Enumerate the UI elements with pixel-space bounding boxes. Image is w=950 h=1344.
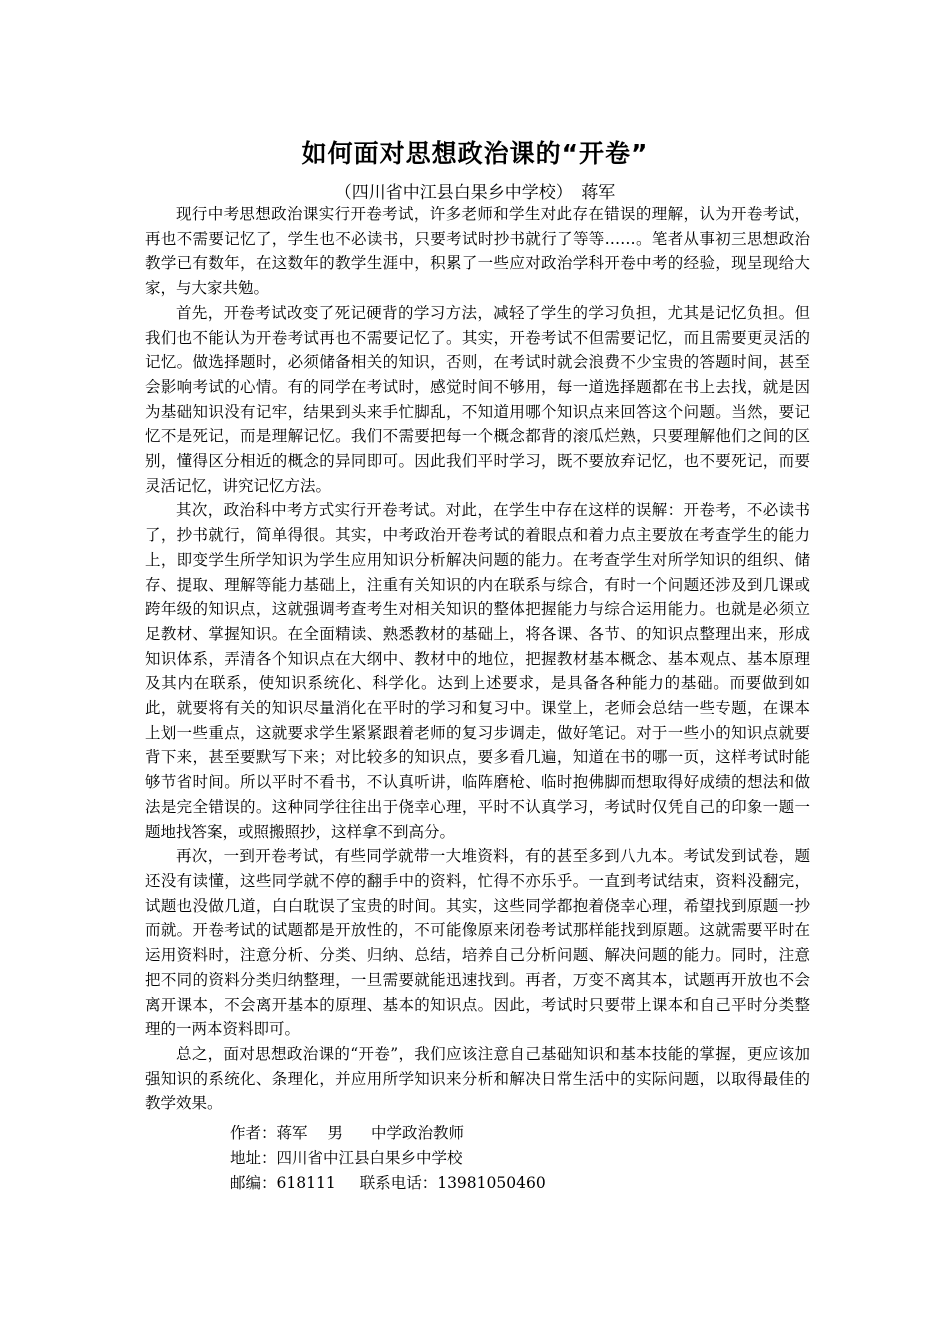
address-label: 地址： [230, 1149, 277, 1167]
address-row [230, 1146, 810, 1171]
author-position: 中学政治教师 [371, 1124, 465, 1142]
paragraph-first: 首先，开卷考试改变了死记硬背的学习方法，减轻了学生的学习负担，尤其是记忆负担。但我们也不能认为开卷考试再也不需要记忆了。其实，开卷考试不但需要记忆，而且需要更灵活的记忆。做选择题时，必须储备相关的知识，否则，在考试时就会浪费不少宝贵的答题时间，甚至会影响考试的心情。有的同学在考试时，感觉时间不够用，每一道选择题都在书上去找，就是因为基础知识没有记牢，结果到头来手忙脚乱，不知道用哪个知识点来回答这个问题。当然，要记忆不是死记，而是理解记忆。我们不需要把每一个概念都背的滚瓜烂熟，只要理解他们之间的区别，懂得区分相近的概念的异同即可。因此我们平时学习，既不要放弃记忆，也不要死记，而要灵活记忆，讲究记忆方法。 [145, 303, 810, 495]
author-row [230, 1121, 810, 1146]
phone-label: 联系电话： [359, 1174, 438, 1192]
author-name: 蒋军 [276, 1124, 308, 1142]
paragraph-second: 其次，政治科中考方式实行开卷考试。对此，在学生中存在这样的误解：开卷考，不必读书了，抄书就行，简单得很。其实，中考政治开卷考试的着眼点和着力点主要放在考查学生的能力上，即变学生所学知识为学生应用知识分析解决问题的能力。在考查学生对所学知识的组织、储存、提取、理解等能力基础上，注重有关知识的内在联系与综合，有时一个问题还涉及到几课或跨年级的知识点，这就强调考查考生对相关知识的整体把握能力与综合运用能力。也就是必须立足教材、掌握知识。在全面精读、熟悉教材的基础上，将各课、各节、的知识点整理出来，形成知识体系，弄清各个知识点在大纲中、教材中的地位，把握教材基本概念、基本观点、基本原理及其内在联系，使知识系统化、科学化。达到上述要求，是具备各种能力的基础。而要做到如此，就要将有关的知识尽量消化在平时的学习和复习中。课堂上，老师会总结一些专题，在课本上划一些重点，这就要求学生紧紧跟着老师的复习步调走，做好笔记。对于一些小的知识点就要背下来，甚至要默写下来；对比较多的知识点，要多看几遍，知道在书的哪一页，这样考试时能够节省时间。所以平时不看书，不认真听讲，临阵磨枪、临时抱佛脚而想取得好成绩的想法和做法是完全错误的。这种同学往往出于侥幸心理，平时不认真学习，考试时仅凭自己的印象一题一题地找答案，或照搬照抄，这样拿不到高分。 [145, 501, 810, 841]
author-label: 作者： [230, 1124, 277, 1142]
paragraph-third: 再次，一到开卷考试，有些同学就带一大堆资料，有的甚至多到八九本。考试发到试卷，题还没有读懂，这些同学就不停的翻手中的资料，忙得不亦乐乎。一直到考试结束，资料没翻完，试题也没做几道，白白耽误了宝贵的时间。其实，这些同学都抱着侥幸心理，希望找到原题一抄而就。开卷考试的试题都是开放性的，不可能像原来闭卷考试那样能找到原题。这就需要平时在运用资料时，注意分析、分类、归纳、总结，培养自己分析问题、解决问题的能力。同时，注意把不同的资料分类归纳整理，一旦需要就能迅速找到。再者，万变不离其本，试题再开放也不会离开课本，不会离开基本的原理、基本的知识点。因此，考试时只要带上课本和自己平时分类整理的一两本资料即可。 [145, 847, 810, 1039]
document-title: 如何面对思想政治课的“开卷” [301, 139, 649, 168]
phone-value: 13981050460 [437, 1174, 546, 1192]
address-value: 四川省中江县白果乡中学校 [276, 1149, 463, 1167]
paragraph-conclusion: 总之，面对思想政治课的“开卷”，我们应该注意自己基础知识和基本技能的掌握，更应该加强知识的系统化、条理化，并应用所学知识来分析和解决日常生活中的实际问题，以取得最佳的教学效果。 [145, 1044, 810, 1113]
paragraph-intro: 现行中考思想政治课实行开卷考试，许多老师和学生对此存在错误的理解，认为开卷考试，再也不需要记忆了，学生也不必读书，只要考试时抄书就行了等等……。笔者从事初三思想政治教学已有数年，在这数年的教学生涯中，积累了一些应对政治学科开卷中考的经验，现呈现给大家，与大家共勉。 [145, 205, 810, 298]
author-info [230, 1121, 810, 1196]
document-byline: （四川省中江县白果乡中学校） 蒋军 [334, 183, 616, 203]
postcode-value: 618111 [276, 1174, 336, 1192]
contact-row [230, 1171, 810, 1196]
document-body [145, 202, 810, 1116]
postcode-label: 邮编： [230, 1174, 277, 1192]
author-gender: 男 [327, 1124, 344, 1142]
